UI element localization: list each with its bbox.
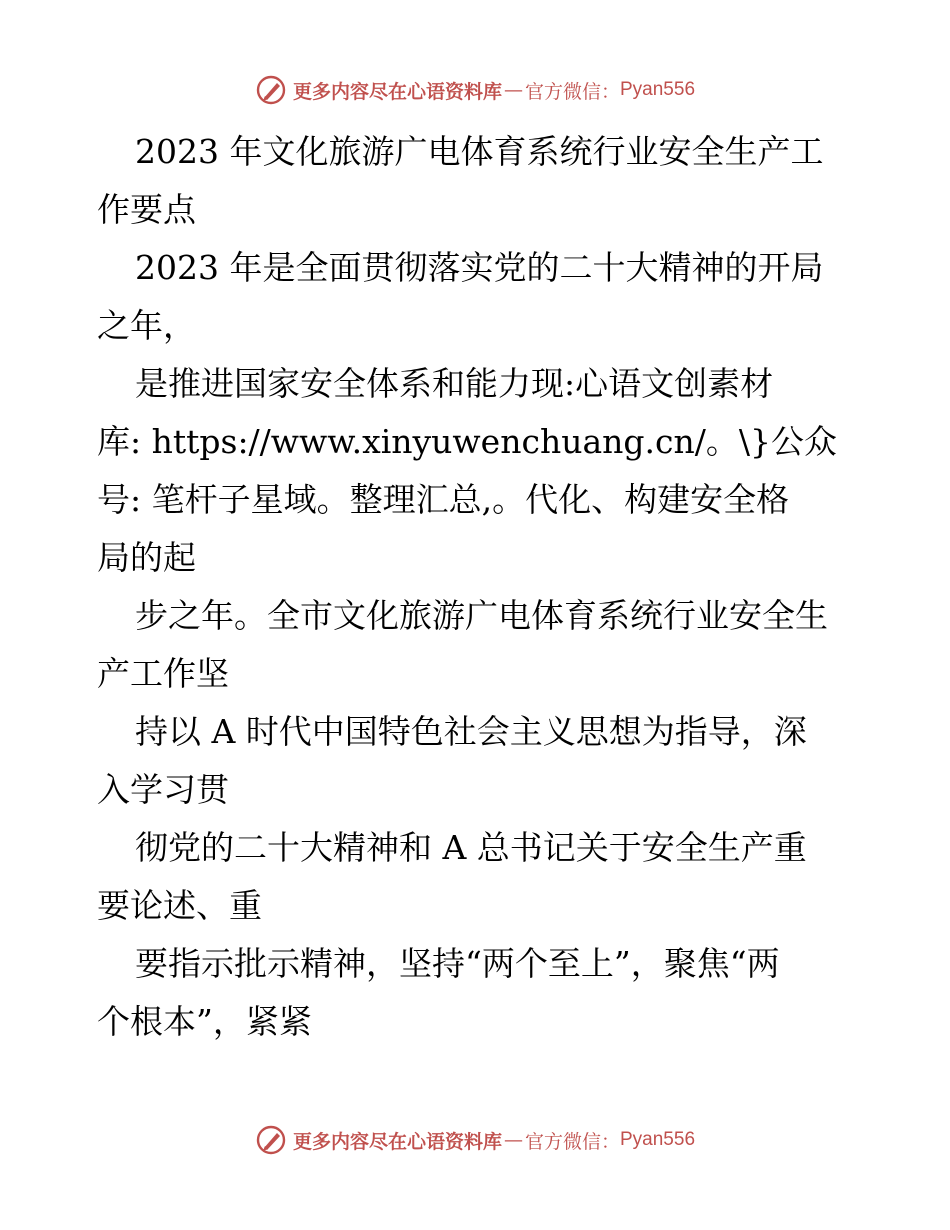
text-line: 库: https://www.xinyuwenchuang.cn/。\}公众 <box>97 422 837 461</box>
watermark-separator: — <box>503 79 523 101</box>
text-line: 之年， <box>97 306 196 345</box>
document-body <box>97 123 857 1051</box>
text-line: 步之年。全市文化旅游广电体育系统行业安全生 <box>135 596 828 635</box>
text-line: 局的起 <box>97 538 196 577</box>
watermark-label: 官方微信： <box>524 80 620 103</box>
text-line: 2023 年是全面贯彻落实党的二十大精神的开局 <box>135 248 824 287</box>
pen-logo-icon <box>255 74 287 106</box>
text-line: 2023 年文化旅游广电体育系统行业安全生产工 <box>135 132 824 171</box>
text-line: 要论述、重 <box>97 886 262 925</box>
text-line: 是推进国家安全体系和能力现:心语文创素材 <box>135 364 774 403</box>
pen-logo-icon <box>255 1124 287 1156</box>
header-watermark <box>0 70 950 110</box>
footer-watermark <box>0 1120 950 1160</box>
text-line: 作要点 <box>97 190 196 229</box>
watermark-label: 官方微信： <box>524 1130 620 1153</box>
text-line: 产工作坚 <box>97 654 229 693</box>
watermark-text: 更多内容尽在心语资料库 <box>292 80 502 103</box>
text-line: 持以 A 时代中国特色社会主义思想为指导，深 <box>135 712 807 751</box>
watermark-wechat-id: Pyan556 <box>620 79 696 100</box>
text-line: 要指示批示精神，坚持“两个至上”，聚焦“两 <box>135 944 780 983</box>
watermark-wechat-id: Pyan556 <box>620 1129 696 1150</box>
text-line: 入学习贯 <box>97 770 229 809</box>
text-line: 个根本”，紧紧 <box>97 1002 312 1041</box>
text-line: 彻党的二十大精神和 A 总书记关于安全生产重 <box>135 828 807 867</box>
watermark-text: 更多内容尽在心语资料库 <box>292 1130 502 1153</box>
watermark-separator: — <box>503 1129 523 1151</box>
text-line: 号: 笔杆子星域。整理汇总,。代化、构建安全格 <box>97 480 790 519</box>
